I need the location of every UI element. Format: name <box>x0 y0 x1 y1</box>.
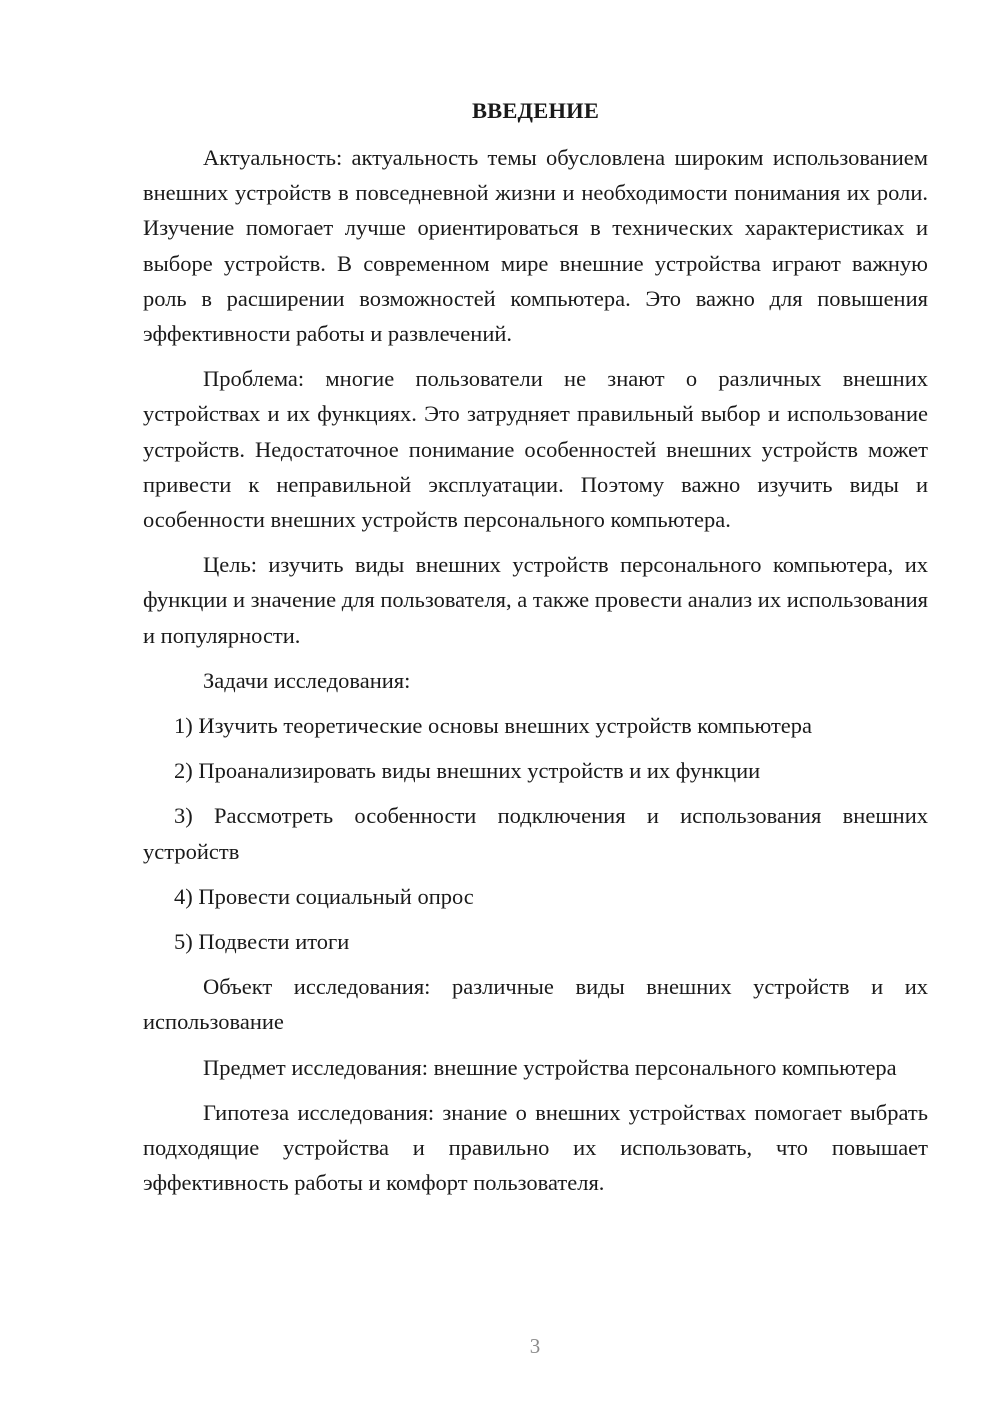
task-item: 4) Провести социальный опрос <box>174 883 474 909</box>
task-item: 2) Проанализировать виды внешних устройств и их функции <box>174 758 761 784</box>
task-item: 1) Изучить теоретические основы внешних устройств компьютера <box>174 713 813 739</box>
problem-paragraph: Проблема: многие пользователи не знают о различных внешних устройствах и их функциях. Это затрудняет правильный выбор и использование устройств. Недостаточное понимание особенностей внешних устройств может привести к неправильной эксплуатации. Поэтому важно изучить виды и особенности внешних устройств персонального компьютера. <box>143 366 928 533</box>
hypothesis-paragraph: Гипотеза исследования: знание о внешних устройствах помогает выбрать подходящие устройства и правильно их использовать, что повышает эффективность работы и комфорт пользователя. <box>143 1099 928 1196</box>
tasks-list <box>143 708 928 959</box>
document-page <box>143 96 928 1210</box>
goal-paragraph: Цель: изучить виды внешних устройств персонального компьютера, их функции и значение для пользователя, а также провести анализ их использования и популярности. <box>143 552 928 648</box>
relevance-paragraph: Актуальность: актуальность темы обусловлена широким использованием внешних устройств в повседневной жизни и необходимости понимания их роли. Изучение помогает лучше ориентироваться в технических характеристиках и выборе устройств. В современном мире внешние устройства играют важную роль в расширении возможностей компьютера. Это важно для повышения эффективности работы и развлечений. <box>143 145 928 347</box>
page-number: 3 <box>529 1334 541 1358</box>
object-paragraph: Объект исследования: различные виды внешних устройств и их использование <box>143 974 928 1035</box>
subject-paragraph: Предмет исследования: внешние устройства персонального компьютера <box>203 1054 897 1080</box>
tasks-heading: Задачи исследования: <box>203 667 411 693</box>
section-title: ВВЕДЕНИЕ <box>471 98 600 123</box>
task-item: 3) Рассмотреть особенности подключения и использования внешних устройств <box>143 803 928 864</box>
task-item: 5) Подвести итоги <box>174 929 350 955</box>
